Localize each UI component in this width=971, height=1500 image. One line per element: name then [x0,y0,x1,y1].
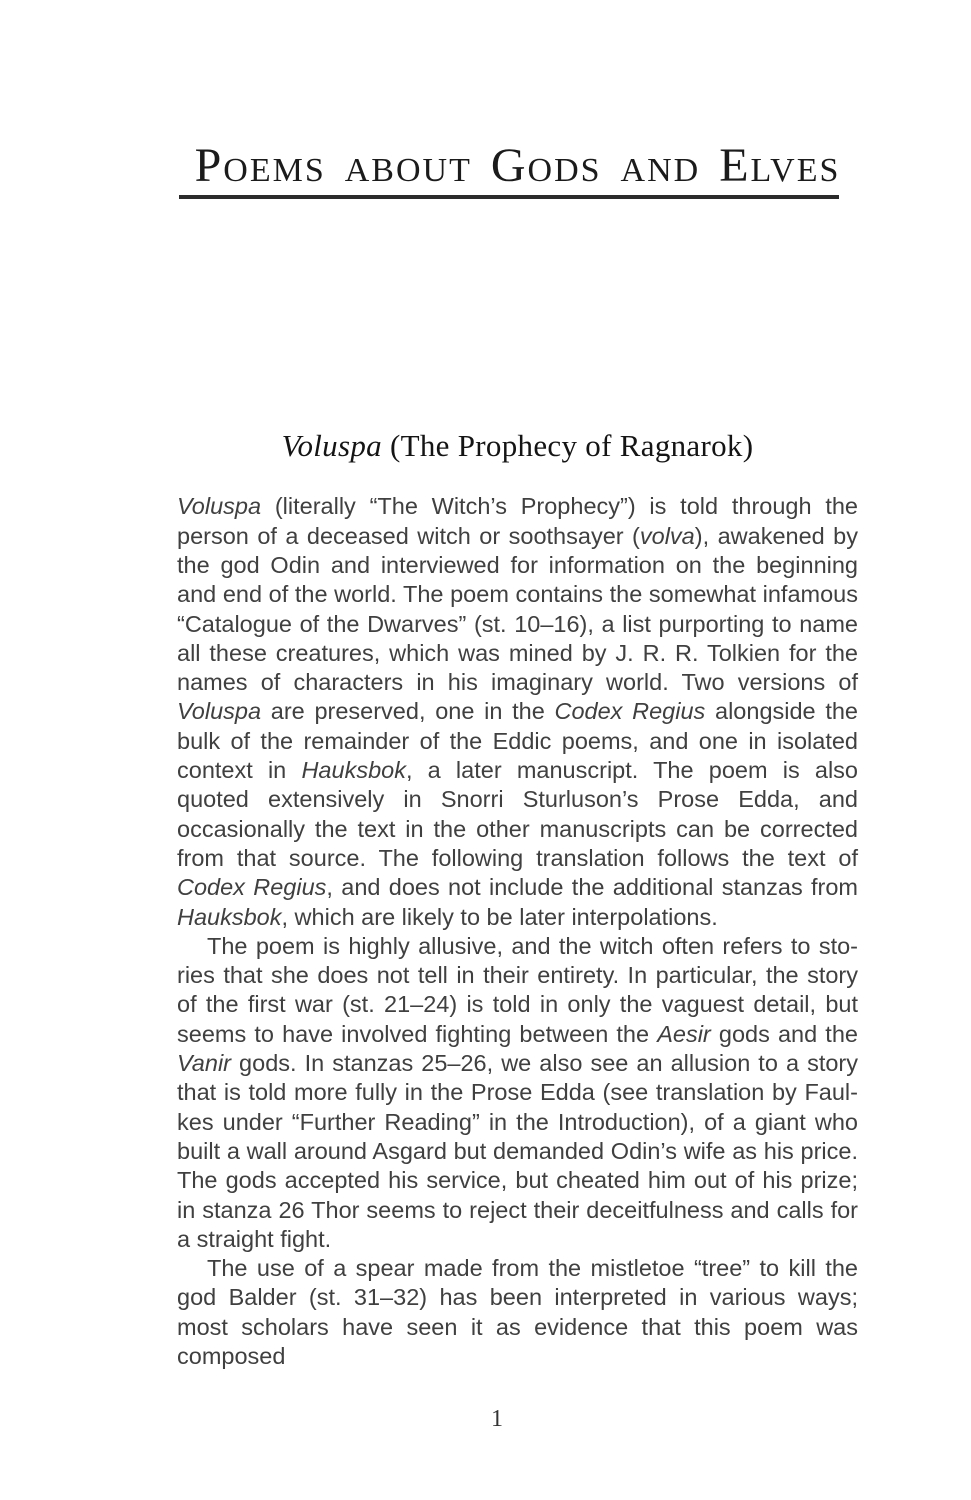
chapter-title-rule [179,195,839,199]
paragraph-3: The use of a spear made from the mistletoe “tree” to kill the god Balder (st. 31–32) has been interpreted in various ways; most scholars have seen it as evidence that this poem was composed [177,1255,858,1369]
page-content [177,0,858,1371]
paragraph-1: Voluspa (literally “The Witch’s Prophecy”) is told through the person of a deceased witch or soothsayer (volva), awakened by the god Odin and interviewed for information on the beginning and end of the world. The poem contains the somewhat infamous “Catalogue of the Dwarves” (st. 10–16), a list purporting to name all these creatures, which was mined by J. R. R. Tolkien for the names of characters in his imaginary world. Two versions of Voluspa are preserved, one in the Codex Regius alongside the bulk of the remainder of the Eddic poems, and one in isolated context in Hauksbok, a later manuscript. The poem is also quoted extensively in Snorri Sturluson’s Prose Edda, and occasionally the text in the other manuscripts can be corrected from that source. The following translation follows the text of Codex Regius, and does not include the additional stanzas from Hauksbok, which are likely to be later interpolations. [177,493,859,930]
page-number: 1 [491,1406,503,1432]
section-heading-poem-name: Voluspa [281,428,382,464]
paragraph-2: The poem is highly allusive, and the witch often refers to stories that she does not tell in their entirety. In particular, the story of the first war (st. 21–24) is told in only the vaguest detail, but seems to have involved fighting between the Aesir gods and the Vanir gods. In stanzas 25–26, we also see an allusion to a story that is told more fully in the Prose Edda (see translation by Faulkes under “Further Reading” in the Introduction), of a giant who built a wall around Asgard but demanded Odin’s wife as his price. The gods accepted his service, but cheated him out of his prize; in stanza 26 Thor seems to reject their deceitfulness and calls for a straight fight. [177,932,858,1252]
chapter-title: Poems about Gods and Elves [194,139,841,192]
section-heading-subtitle: (The Prophecy of Ragnarok) [381,428,754,464]
introduction-text [177,492,858,1371]
section-heading [177,427,858,464]
